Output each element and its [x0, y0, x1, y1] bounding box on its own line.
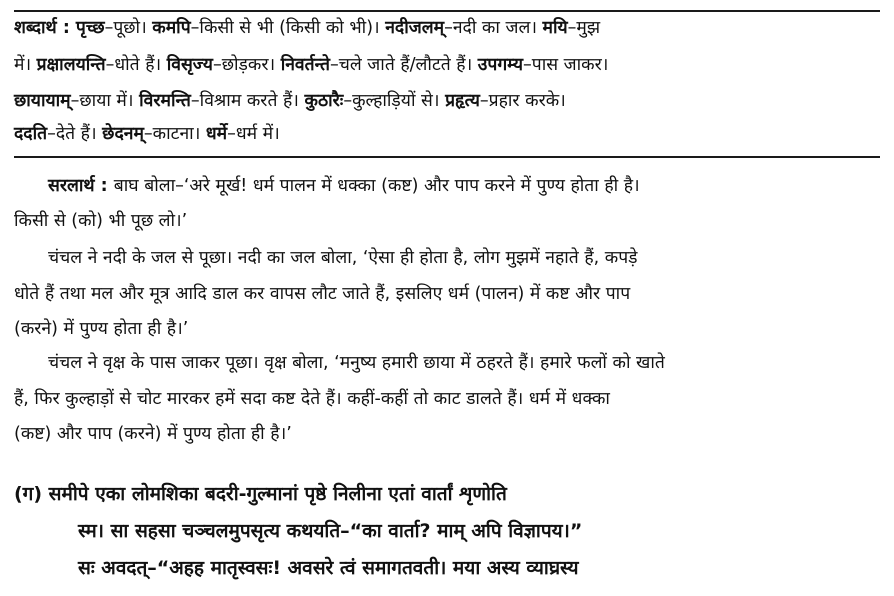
text-segment: (ग) समीपे एका लोमशिका बदरी-गुल्मानां पृष्ठे निलीना एतां वार्तां शृणोति — [14, 483, 507, 505]
text-segment: –धर्म में। — [227, 124, 280, 144]
term: धर्मे — [205, 124, 228, 144]
text-segment: हैं, फिर कुल्हाड़ों से चोट मारकर हमें सदा कष्ट देते हैं। कहीं-कहीं तो काट डालते हैं। धर्म में धक्का — [14, 389, 610, 409]
text-segment: –काटना। — [143, 124, 206, 144]
glossary-line — [14, 122, 280, 146]
sanskrit-line — [78, 519, 582, 543]
text-segment: –देते हैं। — [47, 124, 103, 144]
meaning-line — [48, 351, 665, 375]
glossary-line — [14, 89, 566, 113]
term: ददति — [14, 124, 48, 144]
sanskrit-line — [14, 482, 507, 506]
meaning-line — [48, 246, 638, 270]
text-segment: स्म। सा सहसा चञ्चलमुपसृत्य कथयति–“का वार्ता? माम् अपि विज्ञापय।” — [78, 520, 583, 542]
text-segment: –मुझ — [567, 18, 601, 38]
term: प्रहृत्य — [445, 91, 480, 111]
text-segment: चंचल ने नदी के जल से पूछा। नदी का जल बोला, ‘ऐसा ही होता है, लोग मुझमें नहाते हैं, कपड़े — [48, 248, 638, 268]
text-segment: –धोते हैं। — [105, 55, 167, 75]
middle-rule — [14, 156, 880, 158]
meaning-line — [48, 174, 640, 198]
text-segment: चंचल ने वृक्ष के पास जाकर पूछा। वृक्ष बोला, ‘मनुष्य हमारी छाया में ठहरते हैं। हमारे फलों को खाते — [48, 353, 665, 373]
text-segment: –विश्राम करते हैं। — [190, 91, 305, 111]
meaning-line — [14, 317, 188, 341]
term: पृच्छ — [75, 18, 105, 38]
term: शब्दार्थ : — [14, 18, 76, 38]
term: मयि — [542, 18, 568, 38]
text-segment: बाघ बोला–‘अरे मूर्ख! धर्म पालन में धक्का (कष्ट) और पाप करने में पुण्य होता ही है। — [113, 176, 640, 196]
glossary-line — [14, 53, 608, 77]
text-segment: –पूछो। — [104, 18, 153, 38]
text-segment: –चले जाते हैं/लौटते हैं। — [330, 55, 478, 75]
term: विरमन्ति — [139, 91, 191, 111]
text-segment: –पास जाकर। — [523, 55, 609, 75]
term: सरलार्थ : — [48, 176, 114, 196]
text-segment: –प्रहार करके। — [479, 91, 566, 111]
top-rule — [14, 10, 880, 12]
meaning-line — [14, 387, 610, 411]
text-segment: किसी से (को) भी पूछ लो।’ — [14, 211, 188, 231]
term: विसृज्य — [166, 55, 213, 75]
text-segment: (कष्ट) और पाप (करने) में पुण्य होता ही है।’ — [14, 424, 292, 444]
text-segment: सः अवदत्–“अहह मातृस्वसः! अवसरे त्वं समागतवती। मया अस्य व्याघ्रस्य — [78, 557, 579, 579]
text-segment: में। — [14, 55, 37, 75]
text-segment: –छोड़कर। — [212, 55, 281, 75]
term: कुठारैः — [304, 91, 344, 111]
meaning-line — [14, 209, 187, 233]
glossary-line — [14, 16, 600, 40]
term: छायायाम् — [14, 91, 71, 111]
text-segment: –किसी से भी (किसी को भी)। — [190, 18, 386, 38]
meaning-line — [14, 422, 292, 446]
text-segment: –नदी का जल। — [444, 18, 543, 38]
term: नदीजलम् — [385, 18, 445, 38]
term: उपगम्य — [477, 55, 524, 75]
meaning-line — [14, 282, 630, 306]
text-segment: –कुल्हाड़ियों से। — [343, 91, 446, 111]
text-segment: (करने) में पुण्य होता ही है।’ — [14, 319, 189, 339]
text-segment: –छाया में। — [70, 91, 140, 111]
text-segment: धोते हैं तथा मल और मूत्र आदि डाल कर वापस लौट जाते हैं, इसलिए धर्म (पालन) में कष्ट और पाप — [14, 284, 631, 304]
term: कमपि — [152, 18, 191, 38]
term: प्रक्षालयन्ति — [36, 55, 106, 75]
term: छेदनम् — [102, 124, 144, 144]
sanskrit-line — [78, 556, 578, 580]
term: निवर्तन्ते — [280, 55, 331, 75]
